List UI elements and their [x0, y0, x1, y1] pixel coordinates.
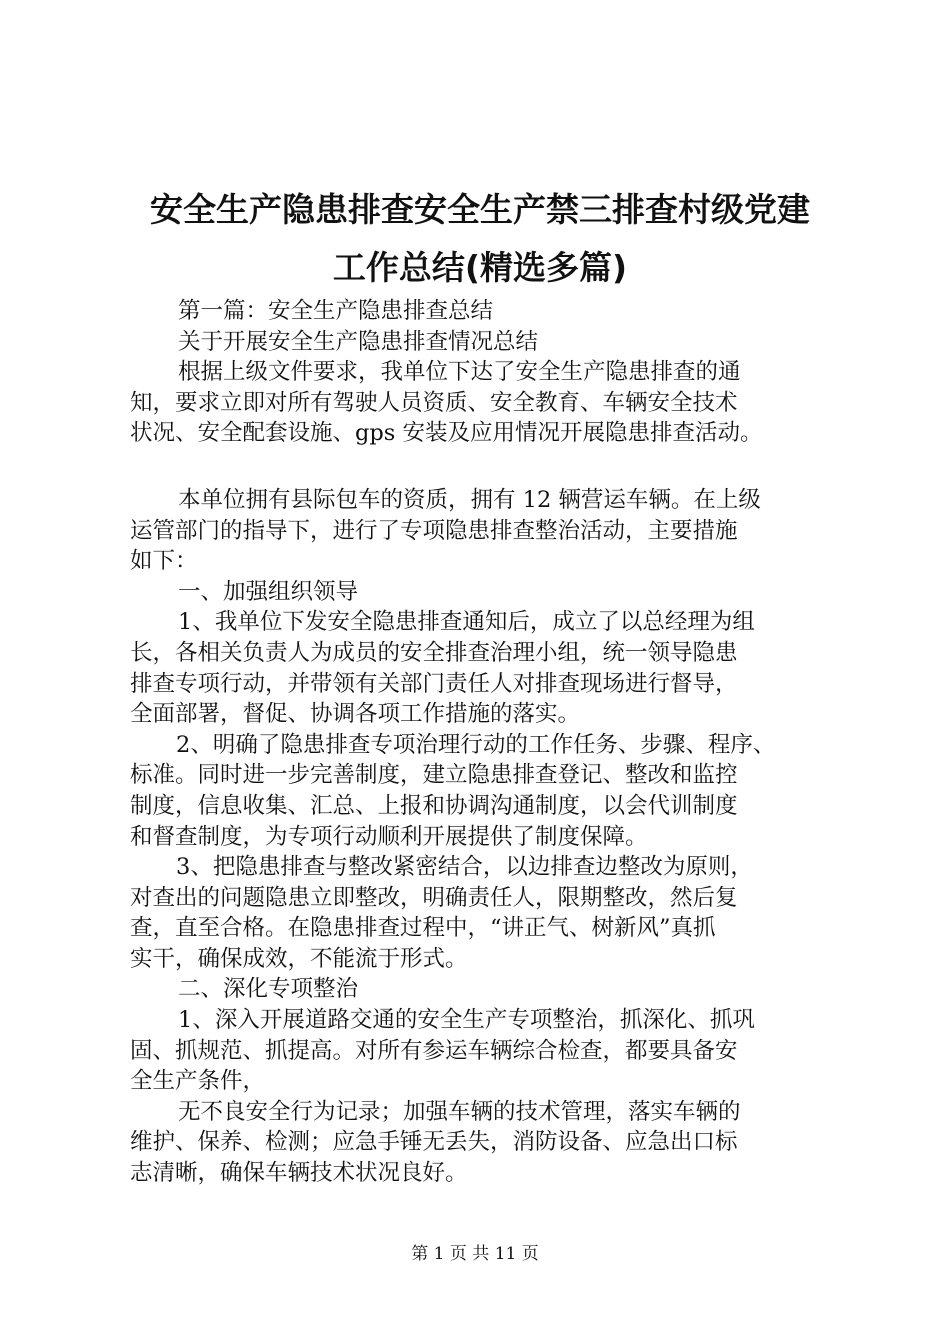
paragraph-line: 如下：: [130, 548, 198, 575]
paragraph-line: 根据上级文件要求，我单位下达了安全生产隐患排查的通: [178, 359, 741, 386]
document-title-line-1: 安全生产隐患排查安全生产禁三排查村级党建: [150, 190, 810, 229]
paragraph-line: 2、明确了隐患排查专项治理行动的工作任务、步骤、程序、: [176, 731, 776, 758]
document-title-line-2: 工作总结(精选多篇): [332, 248, 628, 287]
paragraph-line: 和督查制度，为专项行动顺利开展提供了制度保障。: [130, 823, 648, 850]
paragraph-line: 志清晰，确保车辆技术状况良好。: [130, 1160, 468, 1187]
paragraph-line: 3、把隐患排查与整改紧密结合，以边排查边整改为原则，: [176, 854, 753, 881]
paragraph-line: 排查专项行动，并带领有关部门责任人对排查现场进行督导，: [130, 670, 738, 697]
section-heading: 第一篇：安全生产隐患排查总结: [178, 298, 494, 324]
paragraph-line: 维护、保养、检测；应急手锤无丢失，消防设备、应急出口标: [130, 1129, 738, 1156]
paragraph-line: 固、抓规范、抓提高。对所有参运车辆综合检查，都要具备安: [130, 1037, 738, 1064]
paragraph-line: 1、我单位下发安全隐患排查通知后，成立了以总经理为组: [178, 609, 755, 636]
paragraph-line: 1、深入开展道路交通的安全生产专项整治，抓深化、抓巩: [178, 1007, 755, 1034]
section-heading: 一、加强组织领导: [178, 578, 359, 605]
paragraph-line: 查，直至合格。在隐患排查过程中，“讲正气、树新风”真抓: [130, 915, 716, 942]
paragraph-line: 知，要求立即对所有驾驶人员资质、安全教育、车辆安全技术: [130, 389, 738, 416]
paragraph-line: 对查出的问题隐患立即整改，明确责任人，限期整改，然后复: [130, 884, 738, 911]
paragraph-line: 状况、安全配套设施、gps 安装及应用情况开展隐患排查活动。: [130, 420, 763, 447]
paragraph-line: 实干，确保成效，不能流于形式。: [130, 945, 468, 972]
paragraph-line: 全生产条件，: [130, 1068, 266, 1095]
section-heading: 二、深化专项整治: [178, 976, 359, 1003]
paragraph-line: 全面部署，督促、协调各项工作措施的落实。: [130, 701, 581, 728]
paragraph-line: 制度，信息收集、汇总、上报和协调沟通制度，以会代训制度: [130, 792, 738, 819]
page-number-footer: 第 1 页 共 11 页: [411, 1244, 539, 1264]
paragraph-line: 无不良安全行为记录；加强车辆的技术管理，落实车辆的: [178, 1098, 741, 1125]
paragraph-line: 长，各相关负责人为成员的安全排查治理小组，统一领导隐患: [130, 639, 738, 666]
subheading: 关于开展安全生产隐患排查情况总结: [178, 328, 539, 355]
document-body: [130, 296, 830, 1189]
paragraph-line: 运管部门的指导下，进行了专项隐患排查整治活动，主要措施: [130, 517, 738, 544]
paragraph-line: 标准。同时进一步完善制度，建立隐患排查登记、整改和监控: [130, 762, 738, 789]
paragraph-line: 本单位拥有县际包车的资质，拥有 12 辆营运车辆。在上级: [178, 486, 761, 513]
